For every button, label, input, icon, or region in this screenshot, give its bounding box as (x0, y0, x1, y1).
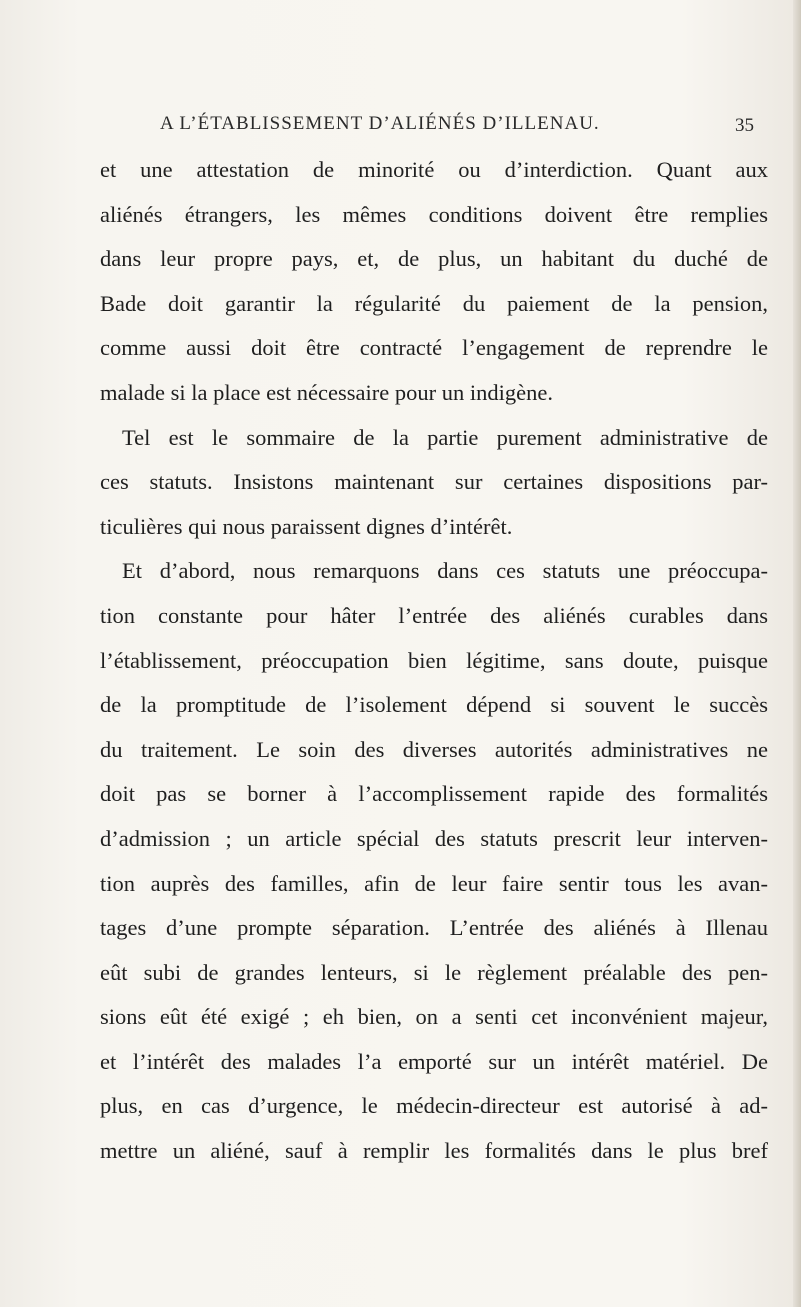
running-title: A L’ÉTABLISSEMENT D’ALIÉNÉS D’ILLENAU. (160, 113, 600, 134)
text-line: d’admission ; un article spécial des statuts prescrit leur interven- (100, 825, 768, 851)
text-line: tion auprès des familles, afin de leur faire sentir tous les avan- (100, 870, 768, 896)
text-line: Et d’abord, nous remarquons dans ces statuts une préoccupa- (122, 558, 768, 584)
text-line: dans leur propre pays, et, de plus, un habitant du duché de (100, 246, 768, 272)
text-line: et l’intérêt des malades l’a emporté sur un intérêt matériel. De (100, 1048, 768, 1074)
text-line: l’établissement, préoccupation bien légitime, sans doute, puisque (100, 647, 768, 673)
text-line: sions eût été exigé ; eh bien, on a senti cet inconvénient majeur, (100, 1004, 768, 1030)
text-line: ces statuts. Insistons maintenant sur certaines dispositions par- (100, 469, 768, 495)
text-line: de la promptitude de l’isolement dépend si souvent le succès (100, 692, 768, 718)
text-line: et une attestation de minorité ou d’interdiction. Quant aux (100, 157, 768, 182)
page-number: 35 (735, 115, 754, 136)
text-line: tages d’une prompte séparation. L’entrée des aliénés à Illenau (100, 915, 768, 941)
text-line: mettre un aliéné, sauf à remplir les formalités dans le plus bref (100, 1138, 768, 1164)
text-line: tion constante pour hâter l’entrée des aliénés curables dans (100, 602, 768, 628)
text-line: du traitement. Le soin des diverses autorités administratives ne (100, 736, 768, 762)
text-line: Tel est le sommaire de la partie purement administrative de (122, 424, 768, 450)
body-text (100, 148, 768, 1174)
text-line: ticulières qui nous paraissent dignes d’intérêt. (100, 513, 513, 539)
text-line: eût subi de grandes lenteurs, si le règlement préalable des pen- (100, 959, 768, 985)
page-edge (793, 0, 801, 1307)
text-line: doit pas se borner à l’accomplissement rapide des formalités (100, 781, 768, 807)
text-line: comme aussi doit être contracté l’engagement de reprendre le (100, 335, 768, 361)
text-line: plus, en cas d’urgence, le médecin-directeur est autorisé à ad- (100, 1093, 768, 1119)
text-line: aliénés étrangers, les mêmes conditions doivent être remplies (100, 201, 768, 227)
text-line: malade si la place est nécessaire pour un indigène. (100, 379, 553, 405)
text-line: Bade doit garantir la régularité du paiement de la pension, (100, 290, 768, 316)
